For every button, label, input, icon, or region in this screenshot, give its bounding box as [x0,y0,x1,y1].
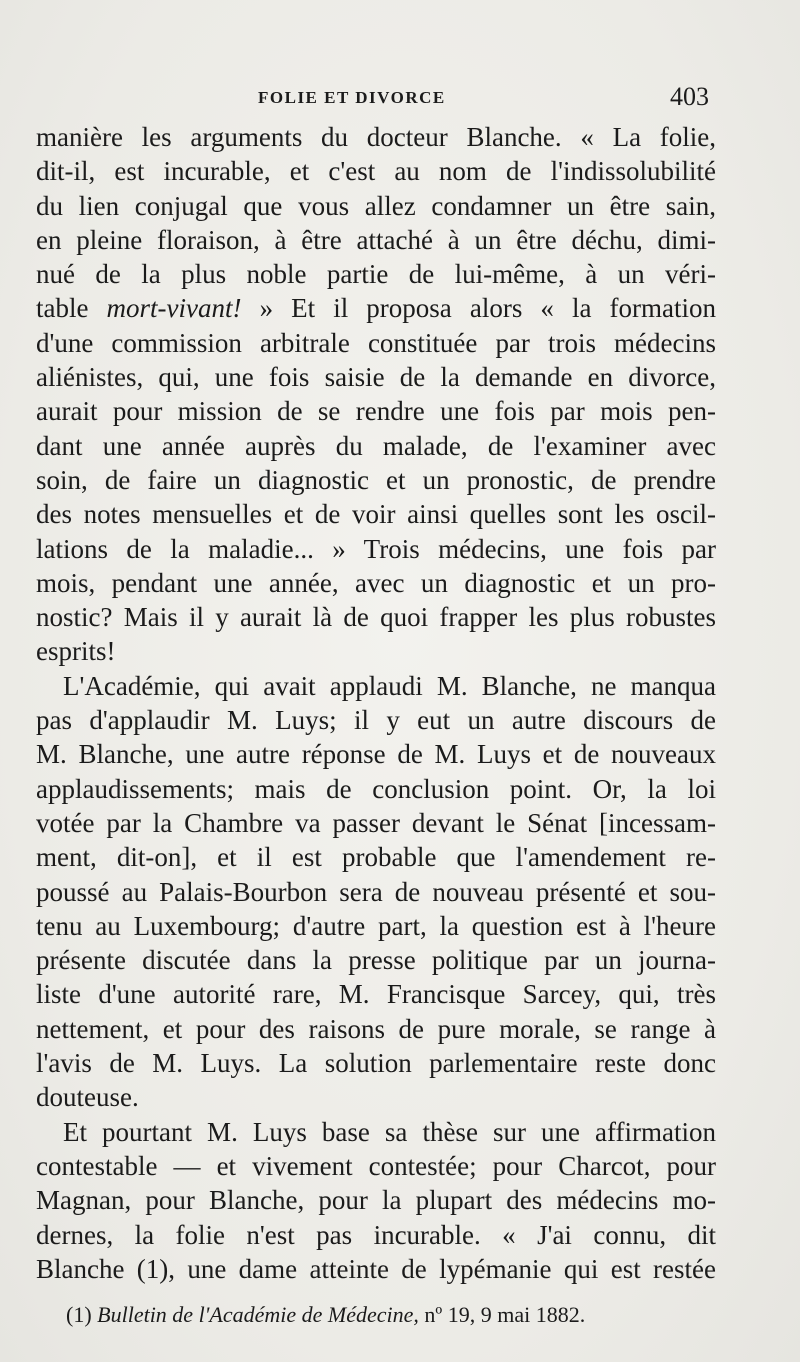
text-line: en pleine floraison, à être attaché à un être déchu, dimi- [36,224,716,255]
text-line: aliénistes, qui, une fois saisie de la demande en divorce, [36,362,716,393]
emphasis: mort-vivant! [106,293,242,324]
text-line: mois, pendant une année, avec un diagnostic et un pro- [36,567,716,598]
text-line: tenu au Luxembourg; d'autre part, la question est à l'heure [36,910,716,941]
paragraph-2 [36,669,716,1115]
text-line: présente discutée dans la presse politique par un journa- [36,945,716,976]
text-line: du lien conjugal que vous allez condamner un être sain, [36,190,716,221]
text-line: nué de la plus noble partie de lui-même, à un véri- [36,259,716,290]
text-line: des notes mensuelles et de voir ainsi quelles sont les oscil- [36,499,716,530]
running-head [0,82,800,116]
text-line: M. Blanche, une autre réponse de M. Luys et de nouveaux [36,739,716,770]
running-title: FOLIE ET DIVORCE [258,88,446,107]
text-line: esprits! [36,636,116,667]
text-line: applaudissements; mais de conclusion point. Or, la loi [36,773,716,804]
paragraph-1 [36,120,716,669]
text-line: d'une commission arbitrale constituée par trois médecins [36,327,716,358]
footnote-marker: (1) [66,1302,92,1327]
text-line: table mort-vivant! » Et il proposa alors « la formation [36,293,716,324]
text-line: douteuse. [36,1082,139,1113]
text-line: nostic? Mais il y aurait là de quoi frapper les plus robustes [36,602,716,633]
text-line: pas d'applaudir M. Luys; il y eut un autre discours de [36,705,716,736]
text-line: dernes, la folie n'est pas incurable. « J'ai connu, dit [36,1219,716,1250]
text-line: nettement, et pour des raisons de pure morale, se range à [36,1013,716,1044]
text-line: aurait pour mission de se rendre une fois par mois pen- [36,396,716,427]
text-line: l'avis de M. Luys. La solution parlementaire reste donc [36,1048,716,1079]
text-line: Et pourtant M. Luys base sa thèse sur une affirmation [63,1116,716,1147]
body-text [36,120,716,1286]
text-line: liste d'une autorité rare, M. Francisque Sarcey, qui, très [36,979,716,1010]
text-line: L'Académie, qui avait applaudi M. Blanche, ne manqua [63,670,716,701]
text-line: soin, de faire un diagnostic et un pronostic, de prendre [36,464,716,495]
text-line: poussé au Palais-Bourbon sera de nouveau présenté et sou- [36,876,716,907]
footnote [66,1300,716,1330]
text-line: dit-il, est incurable, et c'est au nom de l'indissolubilité [36,156,716,187]
text-line: votée par la Chambre va passer devant le Sénat [incessam- [36,807,716,838]
paragraph-3 [36,1115,716,1286]
page-number: 403 [670,82,709,111]
text-line: ment, dit-on], et il est probable que l'amendement re- [36,842,716,873]
footnote-source-title: Bulletin de l'Académie de Médecine, [97,1302,419,1327]
text-line: Blanche (1), une dame atteinte de lypémanie qui est restée [36,1253,716,1284]
text-line: contestable — et vivement contestée; pour Charcot, pour [36,1150,716,1181]
text-line: dant une année auprès du malade, de l'examiner avec [36,430,716,461]
text-line: manière les arguments du docteur Blanche. « La folie, [36,122,716,152]
text-line: Magnan, pour Blanche, pour la plupart des médecins mo- [36,1185,716,1216]
text-line: lations de la maladie... » Trois médecins, une fois par [36,533,716,564]
footnote-source-details: nº 19, 9 mai 1882. [424,1302,586,1327]
